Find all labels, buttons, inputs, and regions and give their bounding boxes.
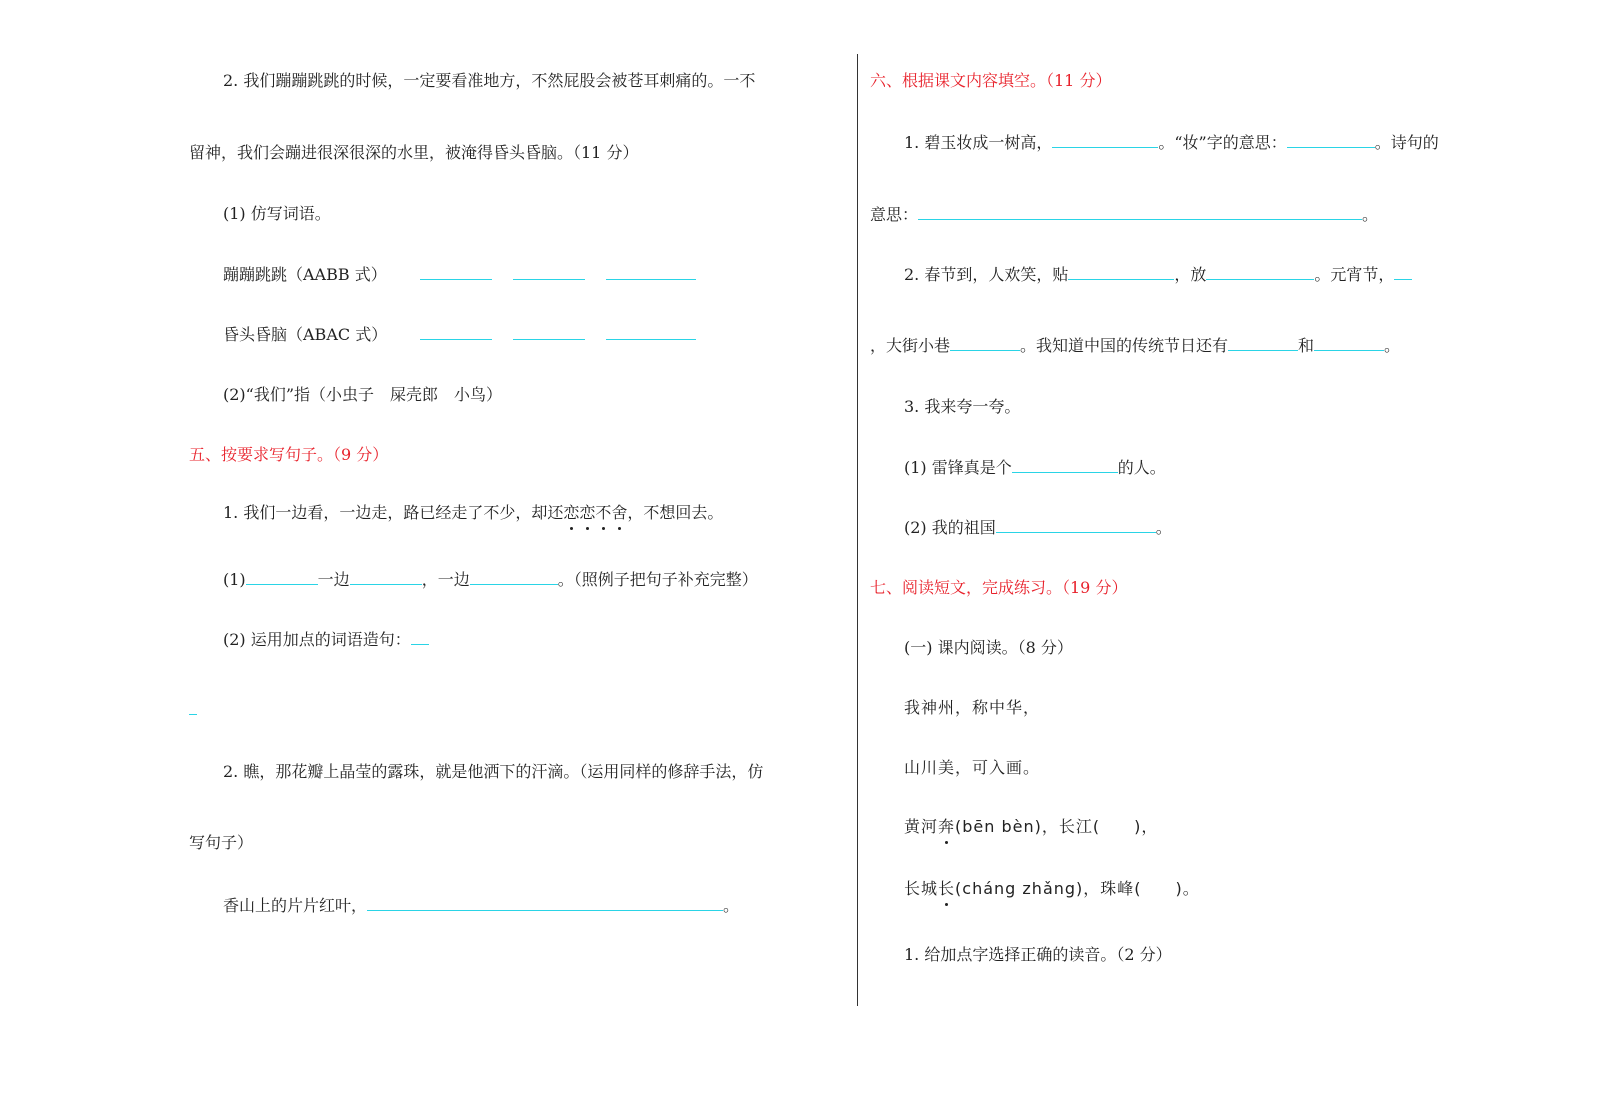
s6q3b-end: 。 <box>1155 518 1172 537</box>
answer-blank[interactable] <box>513 263 585 280</box>
pattern-aabb-label: 蹦蹦跳跳（AABB 式） <box>223 265 387 284</box>
answer-blank[interactable] <box>996 516 1156 533</box>
s5q2-fill-end: 。 <box>723 896 740 915</box>
s6q2-text: 。我知道中国的传统节日还有 <box>1020 336 1229 355</box>
section-6-q3: 3. 我来夸一夸。 <box>904 397 1021 416</box>
sub-question-we-refers-to: (2)“我们”指（小虫子 屎壳郎 小鸟） <box>223 385 503 404</box>
answer-blank[interactable] <box>606 263 696 280</box>
answer-blank[interactable] <box>1068 263 1174 280</box>
section-5-title: 五、按要求写句子。（9 分） <box>189 445 389 464</box>
s5q2-fill-text: 香山上的片片红叶， <box>223 896 368 915</box>
section-7-q1: 1. 给加点字选择正确的读音。（2 分） <box>904 945 1172 964</box>
section-7-part-1: (一) 课内阅读。（8 分） <box>904 638 1073 657</box>
poem3-text: 黄河 <box>904 817 939 836</box>
answer-blank[interactable] <box>1394 263 1412 280</box>
sub-question-imitate-words: (1) 仿写词语。 <box>223 204 331 223</box>
poem-line-2: 山川美，可入画。 <box>904 758 1041 777</box>
poem3-end: )， <box>1134 817 1159 836</box>
section-5-q2-line-1: 2. 瞧，那花瓣上晶莹的露珠，就是他洒下的汗滴。（运用同样的修辞手法，仿 <box>223 762 764 781</box>
pattern-abac-label: 昏头昏脑（ABAC 式） <box>223 325 388 344</box>
poem-line-3 <box>904 816 1158 838</box>
answer-blank[interactable] <box>411 628 429 645</box>
column-divider <box>857 54 858 1006</box>
s6q3a-text: 的人。 <box>1117 458 1166 477</box>
poem-line-1: 我神州，称中华， <box>904 698 1041 717</box>
section-5-q1 <box>223 502 723 524</box>
section-5-q1-fill <box>223 568 758 591</box>
section-6-q1 <box>904 131 1439 154</box>
poem4-pinyin: (cháng zhǎng)，珠峰( <box>955 879 1142 898</box>
dotted-char: 不 <box>595 503 612 522</box>
s5q1a-text: ，一边 <box>421 570 470 589</box>
section-6-q3-2 <box>904 516 1172 539</box>
poem4-text: 长城 <box>904 879 939 898</box>
s6q2-text: ，大街小巷 <box>870 336 951 355</box>
pattern-aabb-row <box>223 263 696 286</box>
answer-blank[interactable] <box>420 263 492 280</box>
poem-line-4 <box>904 878 1200 900</box>
dotted-char: 长 <box>938 879 956 898</box>
s6q2-text: 。元宵节， <box>1314 265 1395 284</box>
question-2-line-2: 留神，我们会蹦进很深很深的水里，被淹得昏头昏脑。（11 分） <box>189 143 639 162</box>
question-2-line-1: 2. 我们蹦蹦跳跳的时候，一定要看准地方，不然屁股会被苍耳刺痛的。一不 <box>223 71 756 90</box>
answer-blank[interactable] <box>420 323 492 340</box>
s5q1-text-post: ，不想回去。 <box>627 503 724 522</box>
poem3-pinyin: (bēn bèn)，长江( <box>955 817 1101 836</box>
s5q1-text-pre: 1. 我们一边看，一边走，路已经走了不少，却还 <box>223 503 564 522</box>
answer-blank[interactable] <box>350 568 422 585</box>
answer-blank[interactable] <box>513 323 585 340</box>
answer-blank[interactable] <box>606 323 696 340</box>
section-5-q1-answer-line <box>189 698 197 721</box>
s6q2-end: 。 <box>1384 336 1401 355</box>
s6q3b-text: (2) 我的祖国 <box>904 518 996 537</box>
s6q1-end: 。 <box>1362 205 1379 224</box>
section-5-q2-line-2: 写句子） <box>189 833 254 852</box>
answer-blank[interactable] <box>470 568 558 585</box>
s6q1-meaning-label: 意思： <box>870 205 919 224</box>
section-5-q1-make-sentence <box>223 628 429 651</box>
section-6-q1-line-2 <box>870 203 1378 226</box>
poem4-end: )。 <box>1175 879 1200 898</box>
s6q2-text: ，放 <box>1174 265 1207 284</box>
section-6-q2-line-2 <box>870 334 1400 357</box>
s6q1-text: 。“妆”字的意思： <box>1158 133 1287 152</box>
answer-blank[interactable] <box>1206 263 1314 280</box>
answer-blank[interactable] <box>367 894 723 911</box>
dotted-char: 恋 <box>579 503 596 522</box>
section-6-q2 <box>904 263 1412 286</box>
s6q2-text: 和 <box>1298 336 1315 355</box>
dotted-char: 奔 <box>938 817 956 836</box>
answer-blank[interactable] <box>1287 131 1375 148</box>
answer-blank[interactable] <box>1228 334 1298 351</box>
s5q1a-number: (1) <box>223 570 246 589</box>
s6q2-text: 2. 春节到，人欢笑，贴 <box>904 265 1069 284</box>
answer-blank[interactable] <box>1012 456 1118 473</box>
section-5-q2-fill <box>223 894 739 917</box>
answer-blank[interactable] <box>189 698 197 715</box>
answer-blank[interactable] <box>918 203 1362 220</box>
section-6-title: 六、根据课文内容填空。（11 分） <box>870 71 1112 90</box>
dotted-char: 恋 <box>563 503 580 522</box>
dotted-char: 舍 <box>611 503 628 522</box>
answer-blank[interactable] <box>1314 334 1384 351</box>
s6q1-text: 。诗句的 <box>1374 133 1439 152</box>
answer-blank[interactable] <box>950 334 1020 351</box>
s5q1a-text: 一边 <box>317 570 350 589</box>
answer-blank[interactable] <box>246 568 318 585</box>
pattern-abac-row <box>223 323 696 346</box>
s6q1-text: 1. 碧玉妆成一树高， <box>904 133 1053 152</box>
s5q1b-text: (2) 运用加点的词语造句： <box>223 630 411 649</box>
answer-blank[interactable] <box>1052 131 1158 148</box>
s6q3a-text: (1) 雷锋真是个 <box>904 458 1012 477</box>
s5q1a-instruction: 。（照例子把句子补充完整） <box>557 570 758 589</box>
section-6-q3-1 <box>904 456 1166 479</box>
section-7-title: 七、阅读短文，完成练习。（19 分） <box>870 578 1128 597</box>
